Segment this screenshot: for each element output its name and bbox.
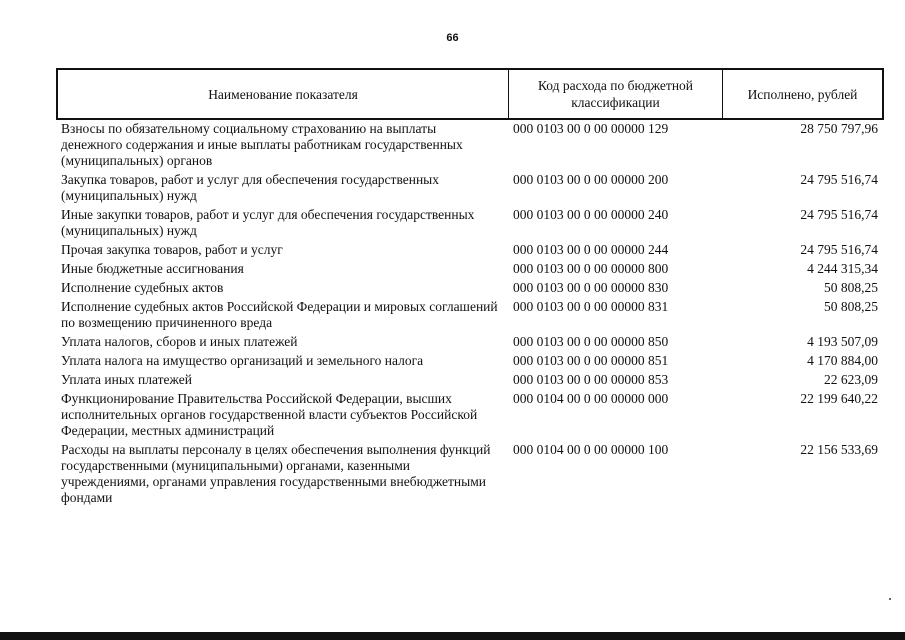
- table-row: [56, 172, 884, 207]
- row-value: 22 156 533,69: [800, 442, 878, 457]
- table-row: [56, 353, 884, 372]
- row-code: 000 0103 00 0 00 00000 851: [513, 353, 669, 368]
- header-code: Код расхода по бюджетной классификации: [509, 70, 723, 118]
- table-row: [56, 299, 884, 334]
- row-value: 24 795 516,74: [800, 242, 878, 257]
- row-value: 4 170 884,00: [807, 353, 878, 368]
- table-row: [56, 207, 884, 242]
- row-code: 000 0103 00 0 00 00000 830: [513, 280, 669, 295]
- table-row: [56, 121, 884, 172]
- row-value: 22 199 640,22: [800, 391, 878, 406]
- row-code: 000 0103 00 0 00 00000 800: [513, 261, 669, 276]
- row-name: Закупка товаров, работ и услуг для обеспечения государственных (муниципальных) нужд: [61, 172, 440, 203]
- row-name: Иные закупки товаров, работ и услуг для обеспечения государственных (муниципальных) нужд: [61, 207, 475, 238]
- row-code: 000 0103 00 0 00 00000 831: [513, 299, 669, 314]
- row-name: Уплата иных платежей: [61, 372, 192, 387]
- table-row: [56, 391, 884, 442]
- row-value: 4 193 507,09: [807, 334, 878, 349]
- row-value: 50 808,25: [824, 299, 878, 314]
- row-name: Иные бюджетные ассигнования: [61, 261, 244, 276]
- row-code: 000 0103 00 0 00 00000 129: [513, 121, 669, 136]
- row-name: Уплата налогов, сборов и иных платежей: [61, 334, 298, 349]
- scan-speck: [889, 598, 891, 600]
- row-code: 000 0103 00 0 00 00000 850: [513, 334, 669, 349]
- table-row: [56, 442, 884, 509]
- table-row: [56, 372, 884, 391]
- row-code: 000 0104 00 0 00 00000 100: [513, 442, 669, 457]
- row-value: 4 244 315,34: [807, 261, 878, 276]
- row-name: Прочая закупка товаров, работ и услуг: [61, 242, 283, 257]
- row-name: Исполнение судебных актов Российской Федерации и мировых соглашений по возмещению причиненного вреда: [61, 299, 498, 330]
- row-name: Исполнение судебных актов: [61, 280, 224, 295]
- row-value: 22 623,09: [824, 372, 878, 387]
- row-code: 000 0103 00 0 00 00000 244: [513, 242, 669, 257]
- page-number: 66: [446, 32, 459, 44]
- row-code: 000 0103 00 0 00 00000 853: [513, 372, 669, 387]
- header-name: Наименование показателя: [58, 70, 509, 118]
- row-value: 24 795 516,74: [800, 172, 878, 187]
- table-row: [56, 280, 884, 299]
- table-body: [56, 121, 884, 509]
- table-row: [56, 334, 884, 353]
- table-row: [56, 242, 884, 261]
- row-name: Уплата налога на имущество организаций и земельного налога: [61, 353, 424, 368]
- row-code: 000 0104 00 0 00 00000 000: [513, 391, 669, 406]
- row-name: Функционирование Правительства Российской Федерации, высших исполнительных органов государственной власти субъектов Российской Федерации, местных администраций: [61, 391, 478, 438]
- row-code: 000 0103 00 0 00 00000 200: [513, 172, 669, 187]
- table-header: [56, 68, 884, 120]
- row-value: 28 750 797,96: [800, 121, 878, 136]
- scan-edge-bar: [0, 632, 905, 640]
- row-value: 24 795 516,74: [800, 207, 878, 222]
- row-name: Взносы по обязательному социальному страхованию на выплаты денежного содержания и иные выплаты работникам государственных (муниципальных) органов: [61, 121, 463, 168]
- table-row: [56, 261, 884, 280]
- row-code: 000 0103 00 0 00 00000 240: [513, 207, 669, 222]
- row-name: Расходы на выплаты персоналу в целях обеспечения выполнения функций государственными (муниципальными) органами, казенными учреждениями, органами управления государственными внебюджетными фондами: [61, 442, 491, 505]
- row-value: 50 808,25: [824, 280, 878, 295]
- header-value: Исполнено, рублей: [747, 86, 858, 102]
